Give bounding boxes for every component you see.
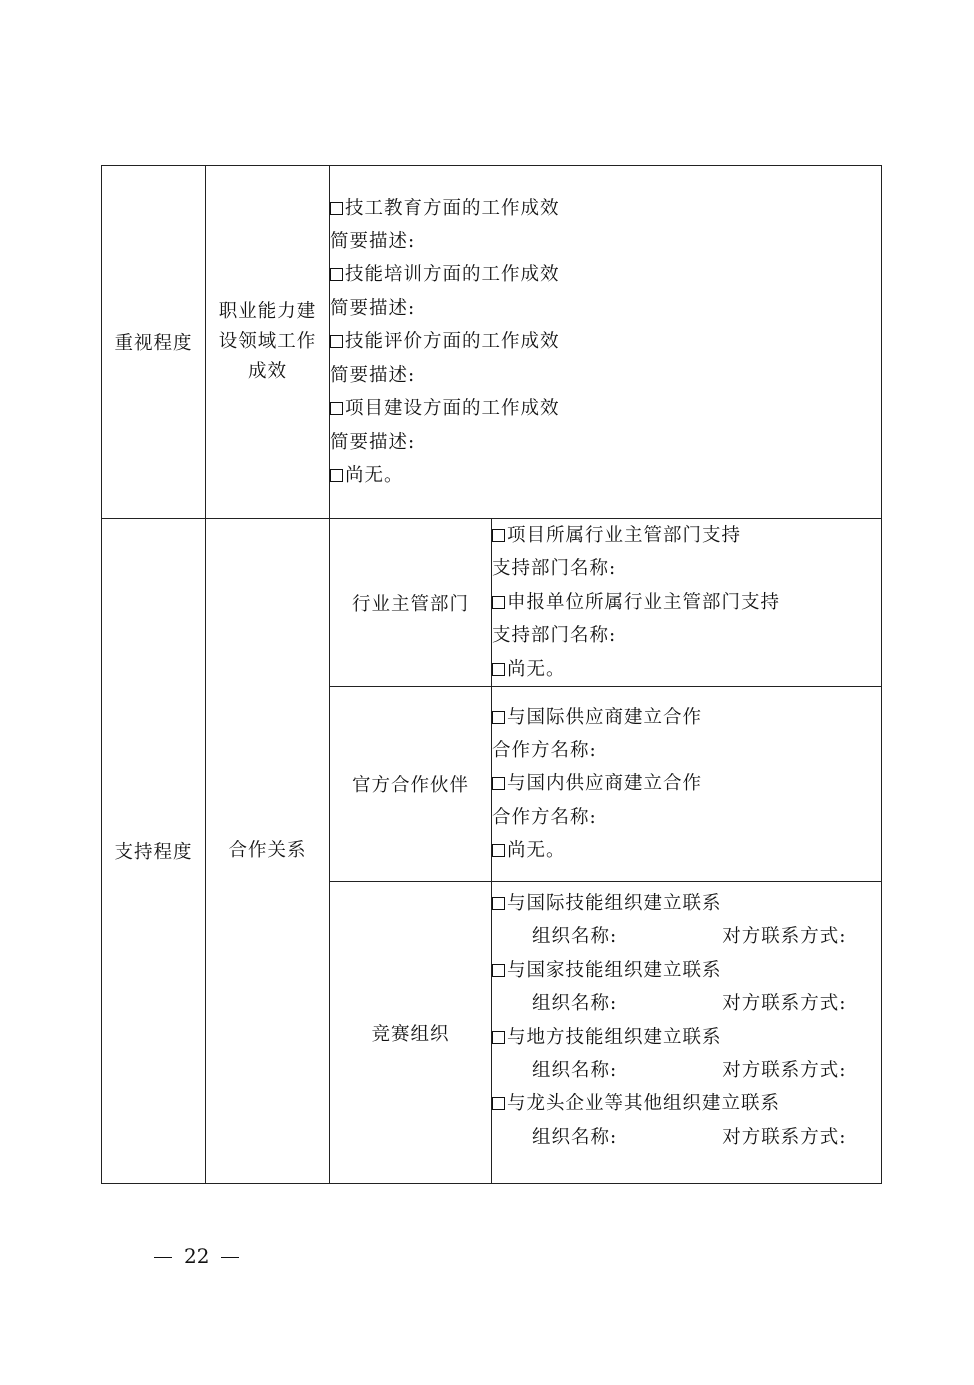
checkbox-option[interactable] [492,834,881,867]
checkbox-icon[interactable] [492,1031,505,1044]
subcategory-line: 职业能力建 [218,301,317,322]
items-list [330,192,881,493]
org-name-label: 组织名称: [532,993,618,1015]
item-text: 技工教育方面的工作成效 [345,197,560,219]
category-cell [102,519,206,1184]
item-text: 简要描述: [330,364,416,386]
checkbox-icon[interactable] [492,529,505,542]
group-content-cell [492,519,882,687]
item-text: 与国家技能组织建立联系 [507,959,722,981]
group-label: 竞赛组织 [371,1023,450,1045]
item-text: 简要描述: [330,297,416,319]
checkbox-icon[interactable] [492,596,505,609]
subcategory-cell [206,519,330,1184]
checkbox-option[interactable] [492,701,881,734]
checkbox-icon[interactable] [492,964,505,977]
item-text: 申报单位所属行业主管部门支持 [507,591,781,613]
contact-label: 对方联系方式: [722,1060,847,1082]
item-text: 简要描述: [330,231,416,253]
item-text: 与国际技能组织建立联系 [507,893,722,915]
item-text: 支持部门名称: [492,625,617,647]
category-cell [102,166,206,519]
items-list [492,701,881,868]
item-text: 支持部门名称: [492,558,617,580]
checkbox-option[interactable] [492,767,881,800]
group-label-cell [330,882,492,1184]
contact-fields-line [492,1121,881,1154]
checkbox-icon[interactable] [492,897,505,910]
item-text: 项目建设方面的工作成效 [345,398,560,420]
checkbox-icon[interactable] [492,1097,505,1110]
category-label: 支持程度 [114,842,193,864]
footer-dash-right [221,1257,239,1258]
footer-dash-left [154,1257,172,1258]
item-text: 与地方技能组织建立联系 [507,1026,722,1048]
page-footer [142,1244,251,1268]
checkbox-option[interactable] [492,1087,881,1120]
checkbox-option[interactable] [330,192,881,225]
description-field [330,292,881,325]
subcategory-line: 设领域工作 [218,331,317,352]
checkbox-option[interactable] [330,459,881,492]
item-text: 项目所属行业主管部门支持 [507,525,742,546]
application-form-table [101,165,882,1184]
contact-label: 对方联系方式: [722,926,847,948]
checkbox-option[interactable] [492,1021,881,1054]
items-list [492,519,881,686]
contact-fields-line [492,920,881,953]
checkbox-option[interactable] [492,954,881,987]
checkbox-icon[interactable] [330,268,343,281]
item-text: 与国际供应商建立合作 [507,706,703,728]
item-text: 尚无。 [345,464,404,486]
subcategory-line: 成效 [247,361,287,382]
org-name-label: 组织名称: [532,1060,618,1082]
achievements-content-cell [330,166,882,519]
items-list [492,887,881,1154]
checkbox-icon[interactable] [492,844,505,857]
item-text: 尚无。 [507,658,566,680]
contact-fields-line [492,987,881,1020]
contact-label: 对方联系方式: [722,993,847,1015]
contact-fields-line [492,1054,881,1087]
description-field [492,801,881,834]
group-label: 行业主管部门 [351,593,469,615]
checkbox-option[interactable] [492,586,881,619]
checkbox-option[interactable] [492,519,881,552]
checkbox-icon[interactable] [492,777,505,790]
item-text: 与国内供应商建立合作 [507,773,703,795]
item-text: 合作方名称: [492,739,597,761]
checkbox-option[interactable] [330,392,881,425]
table-row-importance [102,166,882,519]
description-field [330,359,881,392]
subcategory-label: 合作关系 [228,840,307,862]
checkbox-option[interactable] [492,887,881,920]
checkbox-option[interactable] [330,325,881,358]
page-number: 22 [184,1244,210,1268]
group-content-cell [492,882,882,1184]
checkbox-icon[interactable] [492,711,505,724]
checkbox-option[interactable] [492,653,881,686]
description-field [492,619,881,652]
description-field [330,426,881,459]
checkbox-icon[interactable] [330,469,343,482]
checkbox-option[interactable] [330,258,881,291]
checkbox-icon[interactable] [330,402,343,415]
category-label: 重视程度 [114,333,193,354]
description-field [492,552,881,585]
checkbox-icon[interactable] [330,202,343,215]
item-text: 合作方名称: [492,806,597,828]
description-field [330,225,881,258]
item-text: 技能培训方面的工作成效 [345,264,560,286]
contact-label: 对方联系方式: [722,1126,847,1148]
table-row-support-1 [102,519,882,687]
group-label: 官方合作伙伴 [351,775,469,797]
org-name-label: 组织名称: [532,1126,618,1148]
group-label-cell [330,519,492,687]
org-name-label: 组织名称: [532,926,618,948]
group-label-cell [330,687,492,882]
description-field [492,734,881,767]
subcategory-cell [206,166,330,519]
item-text: 与龙头企业等其他组织建立联系 [507,1093,781,1115]
item-text: 尚无。 [507,840,566,862]
checkbox-icon[interactable] [492,663,505,676]
group-content-cell [492,687,882,882]
checkbox-icon[interactable] [330,335,343,348]
item-text: 技能评价方面的工作成效 [345,331,560,353]
item-text: 简要描述: [330,431,416,453]
